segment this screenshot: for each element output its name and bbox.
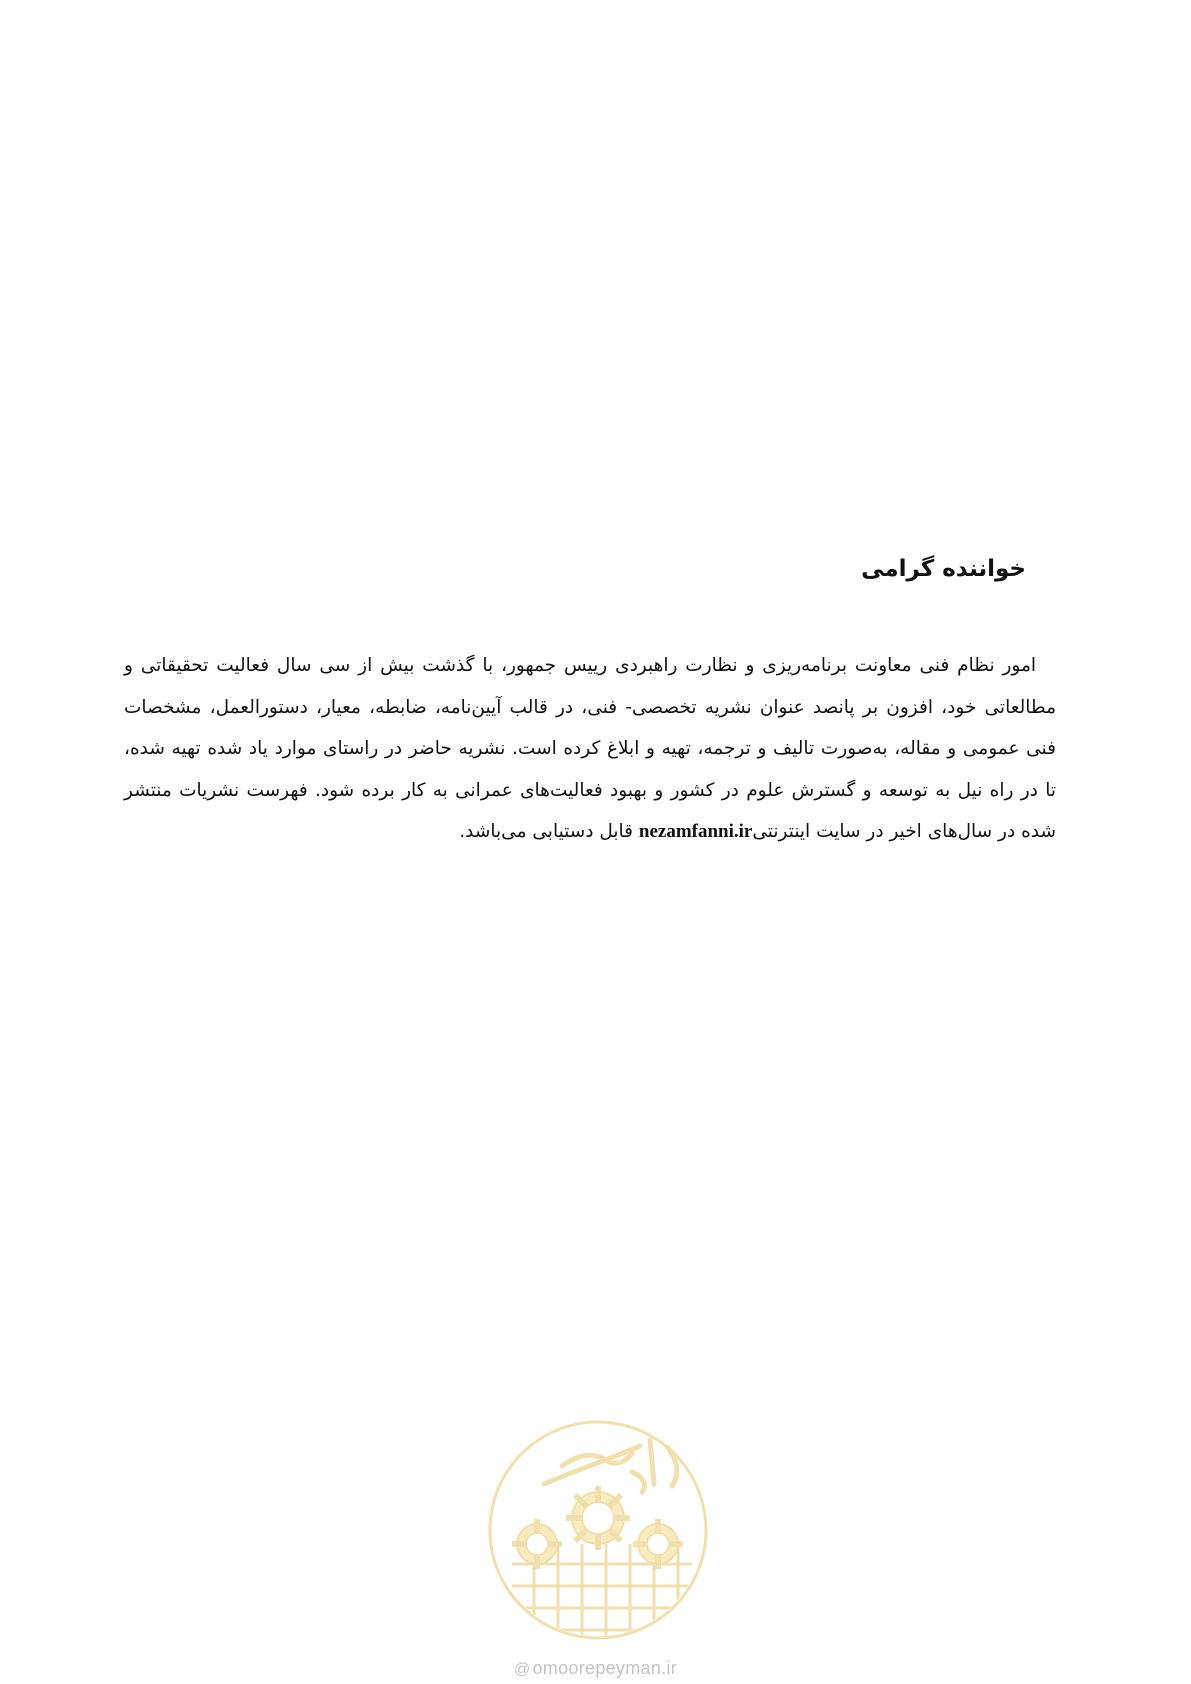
at-icon: @: [513, 1661, 531, 1678]
paragraph: [124, 645, 1056, 853]
watermark-text: omoorepeyman.ir: [532, 1658, 678, 1678]
seal-logo-graphic: [482, 1414, 714, 1646]
watermark: [0, 1658, 1191, 1679]
website-link[interactable]: nezamfanni.ir: [638, 821, 753, 842]
paragraph-end-text: قابل دستیابی می‌باشد.: [459, 821, 639, 842]
seal-logo: [482, 1414, 714, 1646]
page-title: خواننده گرامی: [861, 556, 1026, 582]
paragraph-main-text: امور نظام فنی معاونت برنامه‌ریزی و نظارت راهبردی رییس جمهور، با گذشت بیش از سی سال فعالیت تحقیقاتی و مطالعاتی خود، افزون بر پانصد عنوان نشریه تخصصی- فنی، در قالب آیین‌نامه، ضابطه، معیار، دستورالعمل، مشخصات فنی عمومی و مقاله، به‌صورت تالیف و ترجمه، تهیه و ابلاغ کرده است. نشریه حاضر در راستای موارد یاد شده تهیه شده، تا در راه نیل به توسعه و گسترش علوم در کشور و بهبود فعالیت‌های عمرانی به کار برده شود. فهرست نشریات منتشر شده در سال‌های اخیر در سایت اینترنتی: [124, 655, 1056, 842]
body-paragraph: [124, 645, 1056, 853]
